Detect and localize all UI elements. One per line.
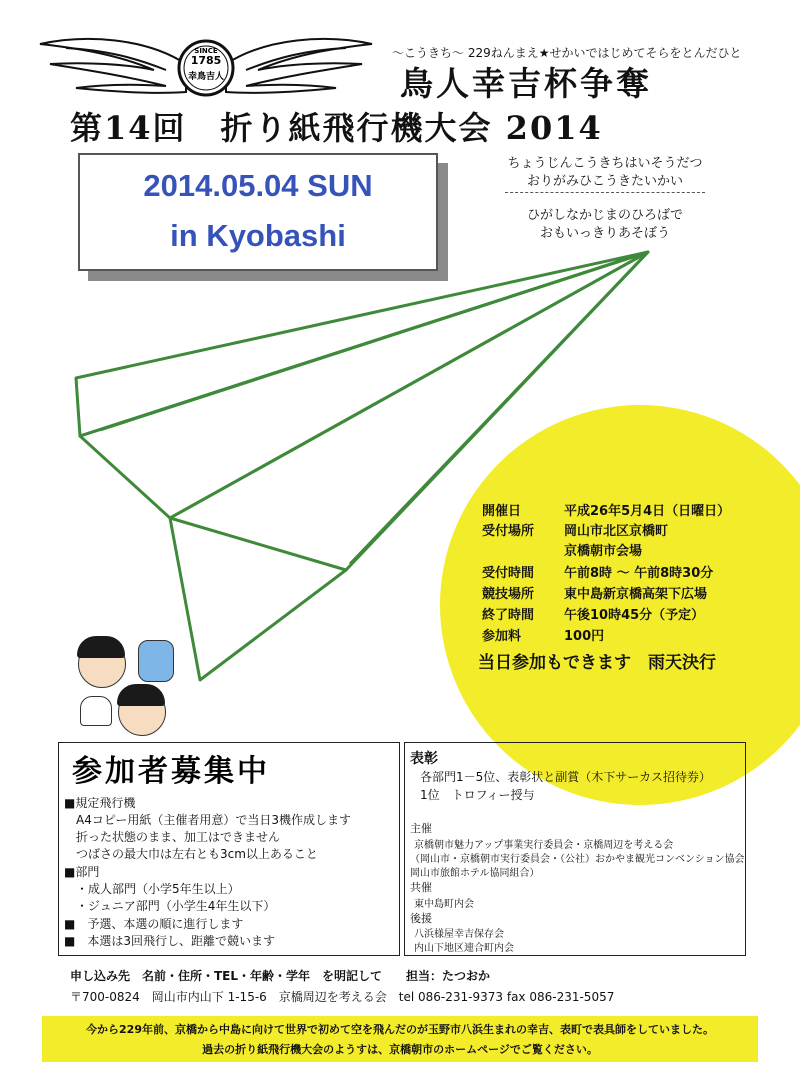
footer-note1: 今から229年前、京橋から中島に向けて世界で初めて空を飛んだのが玉野市八浜生まれの幸吉、表町で表具師をしていました。 <box>86 1023 714 1036</box>
side-text-line4: おもいっきりあそぼう <box>539 226 670 241</box>
recruitment-banner: 参加者募集中 <box>72 754 270 789</box>
info-row-date: 開催日 平成26年5月4日（日曜日） <box>482 504 731 519</box>
emblem-year: 1785 <box>190 54 222 67</box>
event-date: 2014.05.04 SUN <box>143 168 373 203</box>
page-title: 第14回 折り紙飛行機大会 2014 <box>70 109 603 147</box>
recruit-line: ■ 予選、本選の順に進行します <box>64 917 244 931</box>
recruit-line: つばさの最大巾は左右とも3cm以上あること <box>64 847 318 861</box>
cohost-heading: 共催 <box>410 881 432 894</box>
recruit-line: ■ 本選は3回飛行し、距離で競います <box>64 934 275 948</box>
info-row-fee: 参加料 100円 <box>482 629 605 644</box>
support-heading: 後援 <box>410 912 432 925</box>
recruit-line: 折った状態のまま、加工はできません <box>64 830 281 844</box>
emblem-since: SINCE <box>194 47 218 55</box>
info-note: 当日参加もできます 雨天決行 <box>478 653 716 673</box>
emblem-name: 幸鳥吉人 <box>187 72 225 82</box>
support-line: 内山下地区連合町内会 <box>414 943 514 954</box>
awards-line2: 1位 トロフィー授与 <box>420 788 535 802</box>
info-row-venue: 競技場所 東中島新京橋高架下広場 <box>482 587 708 602</box>
rice-ball-icon <box>80 696 112 726</box>
children-illustration <box>72 630 202 740</box>
awards-heading: 表彰 <box>410 751 438 767</box>
recruit-line: ・ジュニア部門（小学生4年生以下） <box>64 899 276 913</box>
apply-line: 申し込み先 名前・住所・TEL・年齢・学年 を明記して 担当：たつおか <box>70 969 491 983</box>
backpack-icon <box>138 640 174 682</box>
recruit-line: ■部門 <box>64 865 100 879</box>
cohost-line: 東中島町内会 <box>414 899 474 910</box>
info-row-reception-place-2: 京橋朝市会場 <box>564 544 643 559</box>
info-row-end-time: 終了時間 午後10時45分（予定） <box>482 608 705 623</box>
footer-note2: 過去の折り紙飛行機大会のようすは、京橋朝市のホームページでご覧ください。 <box>202 1043 598 1056</box>
organizer-line: 京橋朝市魅力アップ事業実行委員会・京橋周辺を考える会 <box>414 840 674 851</box>
subtitle: ～こうきち～ 229ねんまえ★せかいではじめてそらをとんだひと <box>392 46 742 60</box>
cup-title: 鳥人幸吉杯争奪 <box>400 64 652 103</box>
event-location-en: in Kyobashi <box>170 218 346 253</box>
recruit-line: ■規定飛行機 <box>64 796 136 810</box>
recruit-line: ・成人部門（小学5年生以上） <box>64 882 240 896</box>
info-row-reception-place: 受付場所 岡山市北区京橋町 <box>482 524 669 539</box>
organizer-line: （岡山市・京橋朝市実行委員会・（公社）おかやま観光コンベンション協会 <box>410 854 745 865</box>
side-text-line2: おりがみひこうきたいかい <box>526 174 683 189</box>
organizer-heading: 主催 <box>410 822 432 835</box>
side-text-line1: ちょうじんこうきちはいそうだつ <box>507 156 703 171</box>
side-text-line3: ひがしなかじまのひろばで <box>526 208 683 223</box>
organizer-line: 岡山市旅館ホテル協同組合） <box>410 868 540 879</box>
recruit-line: A4コピー用紙（主催者用意）で当日3機作成します <box>64 813 352 827</box>
awards-line1: 各部門1－5位、表彰状と副賞（木下サーカス招待券） <box>420 770 712 784</box>
address-line: 〒700-0824 岡山市内山下 1-15-6 京橋周辺を考える会 tel 086-231-9373 fax 086-231-5057 <box>70 990 615 1004</box>
support-line: 八浜様屋幸吉保存会 <box>414 929 504 940</box>
info-row-reception-time: 受付時間 午前8時 ～ 午前8時30分 <box>482 566 714 581</box>
